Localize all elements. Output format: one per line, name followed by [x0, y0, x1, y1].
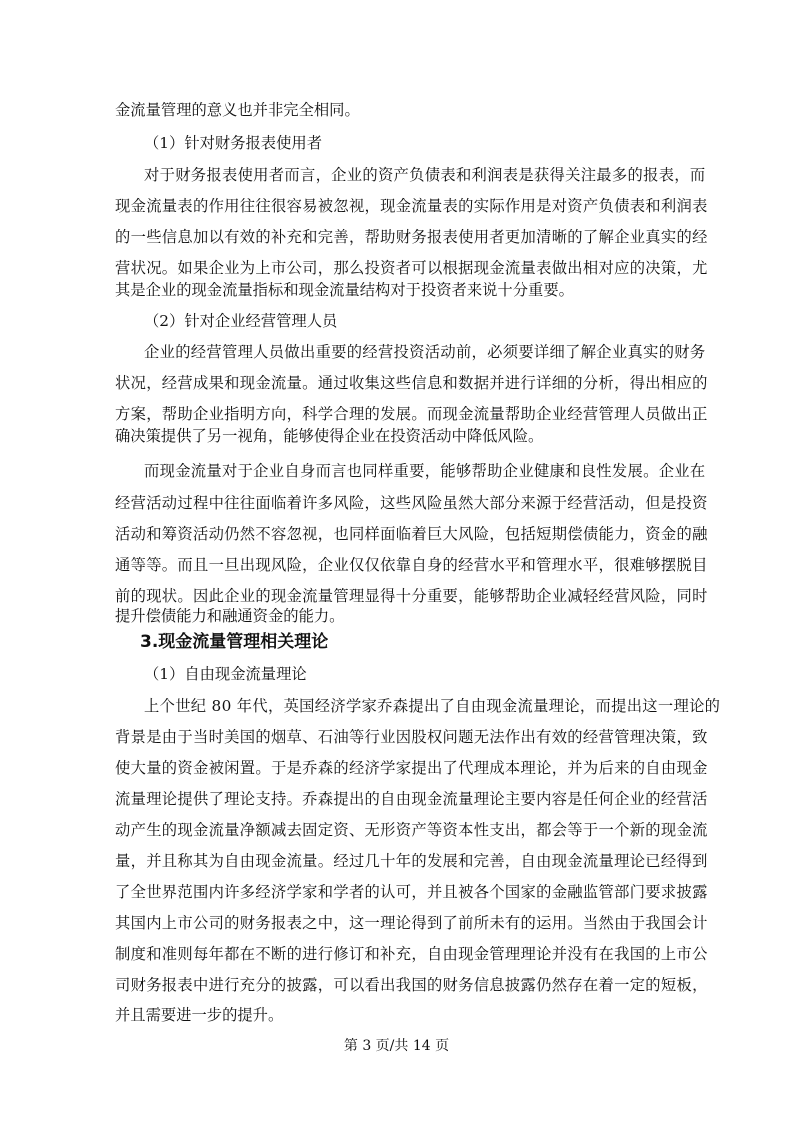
text-line: 提升偿债能力和融通资金的能力。	[115, 607, 345, 625]
text-line: 通等等。而且一旦出现风险，企业仅仅依靠自身的经营水平和管理水平，很难够摆脱目	[115, 556, 708, 574]
text-line: 方案，帮助企业指明方向，科学合理的发展。而现金流量帮助企业经营管理人员做出正	[115, 405, 708, 423]
text-line: 了全世界范围内许多经济学家和学者的认可，并且被各个国家的金融监管部门要求披露	[115, 883, 708, 901]
text-line: 背景是由于当时美国的烟草、石油等行业因股权问题无法作出有效的经营管理决策，致	[115, 728, 708, 746]
text-line: 营状况。如果企业为上市公司，那么投资者可以根据现金流量表做出相对应的决策，尤	[115, 259, 708, 277]
text-line: 的一些信息加以有效的补充和完善，帮助财务报表使用者更加清晰的了解企业真实的经	[115, 228, 708, 246]
text-line: 活动和筹资活动仍然不容忽视，也同样面临着巨大风险，包括短期偿债能力，资金的融	[115, 525, 708, 543]
text-line: 动产生的现金流量净额减去固定资、无形资产等资本性支出，都会等于一个新的现金流	[115, 821, 708, 839]
text-line: 制度和准则每年都在不断的进行修订和补充，自由现金管理理论并没有在我国的上市公	[115, 945, 708, 963]
text-line: 而现金流量对于企业自身而言也同样重要，能够帮助企业健康和良性发展。企业在	[144, 462, 706, 480]
text-line: 现金流量表的作用往往很容易被忽视，现金流量表的实际作用是对资产负债表和利润表	[115, 197, 708, 215]
text-line: 流量理论提供了理论支持。乔森提出的自由现金流量理论主要内容是任何企业的经营活	[115, 790, 708, 808]
page-number-footer: 第 3 页/共 14 页	[343, 1038, 450, 1054]
text-line: 经营活动过程中往往面临着许多风险，这些风险虽然大部分来源于经营活动，但是投资	[115, 494, 708, 512]
subheading-free-cash-flow-theory: （1）自由现金流量理论	[144, 665, 307, 683]
text-line: 状况，经营成果和现金流量。通过收集这些信息和数据并进行详细的分析，得出相应的	[115, 374, 708, 392]
subheading-business-managers: （2）针对企业经营管理人员	[144, 312, 338, 330]
text-line: 对于财务报表使用者而言，企业的资产负债表和利润表是获得关注最多的报表，而	[144, 166, 706, 184]
text-line: 司财务报表中进行充分的披露，可以看出我国的财务信息披露仍然存在着一定的短板，	[115, 976, 708, 994]
section-heading: 3.现金流量管理相关理论	[140, 632, 329, 652]
text-line: 确决策提供了另一视角，能够使得企业在投资活动中降低风险。	[115, 427, 544, 445]
text-line: 量，并且称其为自由现金流量。经过几十年的发展和完善，自由现金流量理论已经得到	[115, 852, 708, 870]
subheading-financial-statement-users: （1）针对财务报表使用者	[144, 134, 322, 152]
text-line: 企业的经营管理人员做出重要的经营投资活动前，必须要详细了解企业真实的财务	[144, 343, 706, 361]
text-line: 金流量管理的意义也并非完全相同。	[115, 101, 360, 119]
text-line: 其国内上市公司的财务报表之中，这一理论得到了前所未有的运用。当然由于我国会计	[115, 914, 708, 932]
text-line: 其是企业的现金流量指标和现金流量结构对于投资者来说十分重要。	[115, 281, 574, 299]
text-line: 上个世纪 80 年代，英国经济学家乔森提出了自由现金流量理论，而提出这一理论的	[144, 697, 721, 715]
text-line: 使大量的资金被闲置。于是乔森的经济学家提出了代理成本理论，并为后来的自由现金	[115, 759, 708, 777]
text-line: 并且需要进一步的提升。	[115, 1006, 284, 1024]
text-line: 前的现状。因此企业的现金流量管理显得十分重要，能够帮助企业减轻经营风险，同时	[115, 587, 708, 605]
